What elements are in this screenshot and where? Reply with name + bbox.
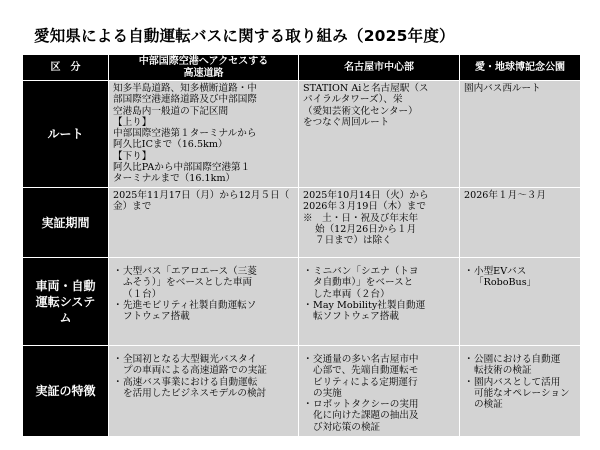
text-line: 知多半島道路、知多横断道路・中	[113, 83, 257, 94]
period-expo-park	[460, 188, 581, 258]
list-item-continuation: した車両（２台）	[313, 288, 390, 300]
list-item-continuation: タ自動車）」をベースと	[313, 277, 414, 289]
list-item-continuation: 「RoboBus」	[474, 277, 537, 289]
text-line: 阿久比ICまで（16.5km）	[113, 139, 228, 151]
list-item-continuation: の実施	[313, 387, 342, 399]
list-item-continuation: 可能なオペレーション	[474, 387, 570, 399]
bullet-marker: ・	[303, 266, 313, 277]
period-nagoya-center	[299, 188, 460, 258]
text-line: ミニバン「シエナ（トヨ	[313, 266, 419, 277]
route-expressway	[109, 81, 299, 188]
text-line: 2026年３月19日（木）まで	[303, 201, 426, 213]
features-expo-park	[460, 346, 581, 437]
list-item-continuation: の検証	[474, 399, 503, 411]
text-line: 中部国際空港第１ターミナルから	[113, 128, 257, 140]
bullet-marker: ・	[303, 399, 313, 411]
list-item	[303, 354, 455, 365]
text-line: 始（12月26日から１月	[315, 223, 417, 235]
list-item	[464, 266, 576, 277]
text-line: 【上り】	[113, 116, 152, 128]
list-item	[113, 377, 294, 388]
text-line: STATION Aiと名古屋駅（ス	[303, 83, 429, 94]
list-item-continuation: び対応策の検証	[313, 421, 381, 433]
period-row	[23, 188, 581, 258]
header-expressway	[109, 55, 299, 81]
text-line: 空港島内一般道の下記区間	[113, 105, 229, 117]
header-expo-park: 愛・地球博記念公園	[460, 55, 581, 81]
vehicle-nagoya-center	[299, 258, 460, 346]
list-item-continuation: 転技術の検証	[474, 365, 532, 377]
initiatives-table	[22, 54, 581, 437]
text-line: ロボットタクシーの実用	[313, 399, 419, 411]
features-row	[23, 346, 581, 437]
list-item	[303, 266, 455, 277]
bullet-marker: ・	[113, 354, 123, 365]
text-line: 中部国際空港へアクセスする	[138, 55, 269, 67]
list-item-continuation: ビリティによる定期運行	[313, 376, 418, 388]
text-line: ム	[59, 310, 72, 325]
text-line: （愛知芸術文化センター）	[303, 105, 418, 117]
bullet-marker: ・	[464, 354, 474, 365]
page-title: 愛知県による自動運転バスに関する取り組み（2025年度）	[34, 27, 455, 45]
features-nagoya-center	[299, 346, 460, 437]
text-line: May Mobility社製自動運	[313, 299, 426, 311]
bullet-marker: ・	[464, 266, 474, 277]
bullet-marker: ・	[113, 299, 123, 311]
header-category: 区 分	[23, 55, 109, 81]
text-line: 車両・自動	[35, 278, 96, 293]
text-line: 交通量の多い名古屋市中	[313, 354, 419, 365]
header-row	[23, 55, 581, 81]
text-line: をつなぐ周回ルート	[303, 116, 390, 128]
features-label: 実証の特徴	[23, 346, 109, 437]
period-label: 実証期間	[23, 188, 109, 258]
text-line: 小型EVバス	[474, 266, 527, 277]
list-item	[303, 300, 455, 311]
text-line: 部国際空港連絡道路及び中部国際	[113, 94, 257, 106]
period-expressway	[109, 188, 299, 258]
vehicle-expo-park	[460, 258, 581, 346]
list-item	[303, 399, 455, 410]
text-line: 公園における自動運	[474, 354, 561, 365]
list-item-continuation: 転ソフトウェア搭載	[313, 311, 399, 323]
list-item-continuation: ふそう）」をベースとした車両	[123, 277, 253, 289]
text-line: 高速バス事業における自動運転	[123, 376, 258, 388]
route-row	[23, 81, 581, 188]
list-item-continuation: 心部で、先端自動運転モ	[313, 365, 419, 377]
text-line: 金）まで	[113, 201, 152, 213]
text-line: 園内バスとして活用	[474, 376, 561, 388]
list-item-continuation: （１台）	[123, 288, 162, 300]
text-line: 【下り】	[113, 150, 152, 162]
list-item-continuation: 化に向けた課題の抽出及	[313, 410, 419, 422]
bullet-list	[464, 354, 576, 410]
vehicle-label	[23, 258, 109, 346]
list-item-continuation: プの車両による高速道路での実証	[123, 365, 267, 377]
list-item	[464, 354, 576, 365]
list-item-continuation: を活用したビジネスモデルの検討	[123, 387, 267, 399]
header-nagoya-center: 名古屋市中心部	[299, 55, 460, 81]
route-expo-park	[460, 81, 581, 188]
bullet-list	[303, 354, 455, 433]
vehicle-expressway	[109, 258, 299, 346]
text-line: 先進モビリティ社製自動運転ソ	[123, 299, 257, 311]
route-label: ルート	[23, 81, 109, 188]
bullet-list	[113, 354, 294, 399]
text-line: 2025年10月14日（火）から	[303, 190, 429, 201]
text-line: ７日まで）は除く	[315, 235, 392, 247]
list-item	[113, 266, 294, 277]
text-line: 大型バス「エアロエース（三菱	[123, 266, 257, 277]
text-line: 運転システ	[35, 294, 96, 309]
list-item	[113, 354, 294, 365]
text-line: ※ 土・日・祝及び年末年	[303, 212, 419, 224]
text-line: ターミナルまで（16.1km）	[113, 173, 236, 185]
text-line: 2026年１月～３月	[464, 190, 546, 201]
list-item	[464, 377, 576, 388]
list-item	[113, 300, 294, 311]
bullet-marker: ・	[303, 299, 313, 311]
text-line: 阿久比PAから中部国際空港第１	[113, 162, 251, 174]
features-expressway	[109, 346, 299, 437]
bullet-list	[464, 266, 576, 289]
bullet-list	[113, 266, 294, 322]
text-line: パイラルタワーズ）、栄	[303, 94, 403, 106]
bullet-marker: ・	[464, 376, 474, 388]
bullet-list	[303, 266, 455, 322]
vehicle-row	[23, 258, 581, 346]
text-line: 高速道路	[183, 67, 224, 79]
text-line: 2025年11月17日（月）から12月５日（	[113, 190, 290, 201]
bullet-marker: ・	[303, 354, 313, 365]
bullet-marker: ・	[113, 266, 123, 277]
route-nagoya-center	[299, 81, 460, 188]
bullet-marker: ・	[113, 376, 123, 388]
list-item-continuation: フトウェア搭載	[123, 311, 190, 323]
text-line: 全国初となる大型観光バスタイ	[123, 354, 258, 365]
text-line: 園内バス西ルート	[464, 83, 541, 94]
